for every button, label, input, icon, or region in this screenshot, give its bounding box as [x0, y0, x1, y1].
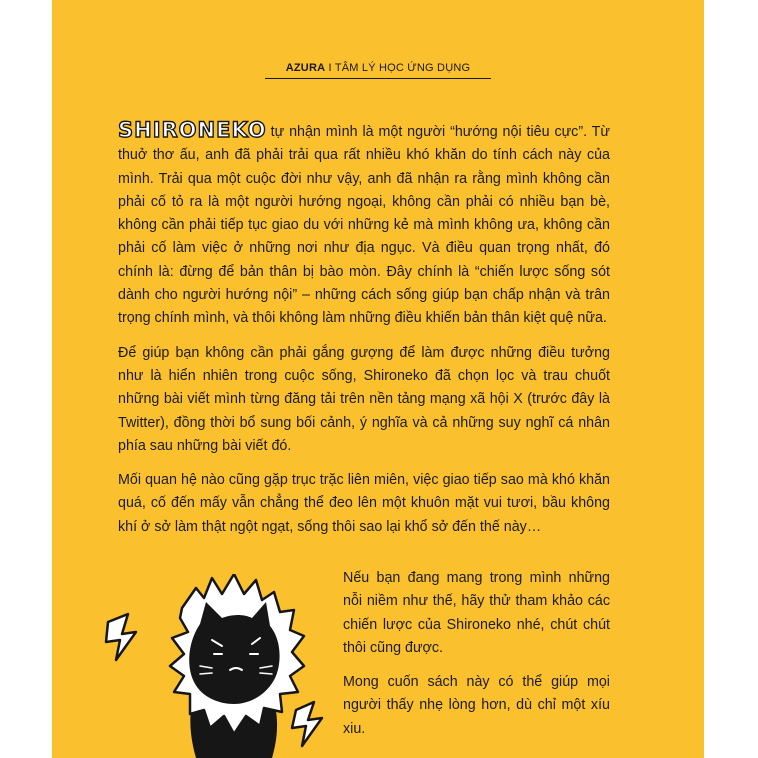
header-section: TÂM LÝ HỌC ỨNG DỤNG	[334, 62, 471, 74]
header-separator: I	[325, 62, 335, 74]
paragraph-purpose: Để giúp bạn không cần phải gắng gượng để làm được những điều tưởng như là hiển nhiên trong cuộc sống, Shironeko đã chọn lọc và trau chuốt những bài viết mình từng đăng tải trên nền tảng mạng xã hội X (trước đây là Twitter), đồng thời bổ sung bối cảnh, ý nghĩa và cả những suy nghĩ cá nhân phía sau những bài viết đó.	[118, 344, 610, 454]
black-cat-icon	[170, 574, 304, 758]
lightning-bolt-icon	[292, 702, 322, 746]
header-underline	[265, 78, 491, 79]
paragraph-invitation: Nếu bạn đang mang trong mình những nỗi niềm như thế, hãy thử tham khảo các chiến lược của Shironeko nhé, chút chút thôi cũng được.	[343, 570, 610, 656]
paragraph-struggles: Mối quan hệ nào cũng gặp trục trặc liên miên, việc giao tiếp sao mà khó khăn quá, cố đến mấy vẫn chẳng thể đeo lên một khuôn mặt vui tươi, bầu không khí ở sở làm thật ngột ngạt, sống thôi sao lại khổ sở đến thế này…	[118, 472, 610, 535]
cat-illustration	[100, 574, 340, 758]
lightning-bolt-icon	[106, 614, 136, 660]
main-text	[118, 119, 610, 550]
running-header	[52, 62, 704, 74]
header-brand: AZURA	[285, 62, 326, 74]
paragraph-wish: Mong cuốn sách này có thể giúp mọi người thấy nhẹ lòng hơn, dù chỉ một xíu xiu.	[343, 674, 610, 737]
side-text	[343, 567, 610, 752]
shironeko-title: SHIRONEKO	[118, 118, 267, 142]
book-page	[52, 0, 704, 758]
paragraph-intro-text: tự nhận mình là một người “hướng nội tiêu cực”. Từ thuở thơ ấu, anh đã phải trải qua rất nhiều khó khăn do tính cách này của mình. Trải qua một cuộc đời như vậy, anh đã nhận ra rằng mình không cần phải cố tỏ ra là một người hướng ngoại, không cần phải có nhiều bạn bè, không cần phải tiếp tục giao du với những kẻ mà mình không ưa, không cần phải cố làm việc ở những nơi như địa ngục. Và điều quan trọng nhất, đó chính là: đừng để bản thân bị bào mòn. Đây chính là “chiến lược sống sót dành cho người hướng nội” – những cách sống giúp bạn chấp nhận và trân trọng chính mình, và thôi không làm những điều khiến bản thân kiệt quệ nữa.	[118, 124, 610, 327]
paragraph-intro	[118, 119, 610, 331]
